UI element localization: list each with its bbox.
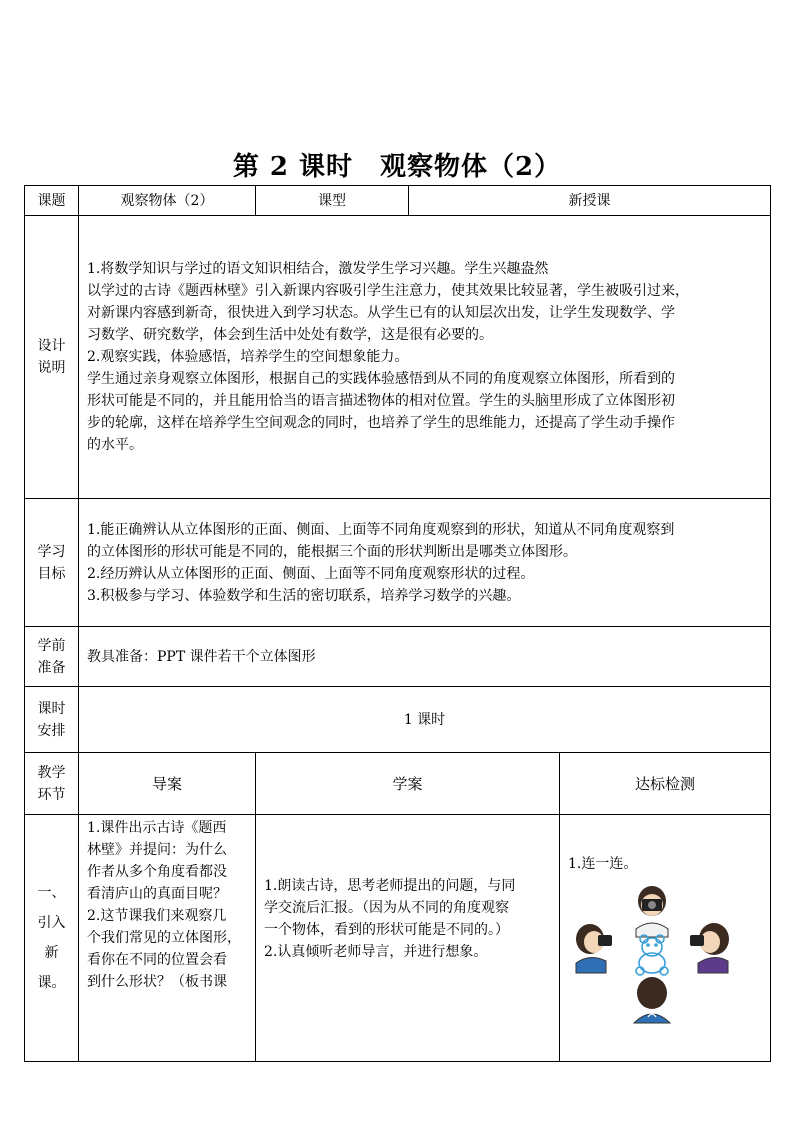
type-label: 课型 — [256, 186, 409, 216]
time-row — [25, 687, 771, 753]
design-row — [25, 216, 771, 499]
guide-line: 个我们常见的立体图形， — [87, 930, 241, 946]
design-line: 学生通过亲身观察立体图形，根据自己的实践体验感悟到从不同的角度观察立体图形，所看到的 — [87, 371, 675, 387]
intro-guide — [79, 815, 256, 1062]
guide-header: 导案 — [79, 753, 256, 815]
observe-bear-illustration — [566, 877, 738, 1027]
intro-row — [25, 815, 771, 1062]
prep-label: 学前 准备 — [25, 627, 79, 687]
page-title: 第 2 课时 观察物体（2） — [232, 152, 562, 182]
topic-row — [25, 186, 771, 216]
intro-label: 一、 引入 新课。 — [25, 815, 79, 1062]
time-label: 课时 安排 — [25, 687, 79, 753]
design-content — [79, 216, 771, 499]
guide-line: 2.这节课我们来观察几 — [87, 908, 227, 924]
goal-label: 学习 目标 — [25, 499, 79, 627]
goal-row — [25, 499, 771, 627]
goal-line: 2.经历辨认从立体图形的正面、侧面、上面等不同角度观察形状的过程。 — [87, 565, 535, 582]
lesson-plan-table — [24, 185, 771, 1062]
child-bottom-icon — [634, 977, 670, 1023]
design-line: 1.将数学知识与学过的语文知识相结合，激发学生学习兴趣。学生兴趣盎然 — [87, 261, 549, 277]
design-line: 习数学、研究数学，体会到生活中处处有数学，这是很有必要的。 — [87, 327, 493, 343]
prep-row — [25, 627, 771, 687]
phase-header-row — [25, 753, 771, 815]
time-content: 1 课时 — [79, 687, 771, 753]
guide-line: 作者从多个角度看都没 — [87, 864, 227, 880]
check-header: 达标检测 — [560, 753, 771, 815]
design-line: 2.观察实践，体验感悟，培养学生的空间想象能力。 — [87, 349, 409, 365]
bear-icon — [636, 935, 668, 975]
goal-line: 的立体图形的形状可能是不同的，能根据三个面的形状判断出是哪类立体图形。 — [87, 543, 577, 560]
check-title: 1.连一连。 — [568, 856, 638, 872]
guide-line: 到什么形状？（板书课 — [87, 974, 227, 990]
guide-line: 林壁》并提问：为什么 — [87, 842, 227, 858]
design-line: 形状可能是不同的，并且能用恰当的语言描述物体的相对位置。学生的头脑里形成了立体图形初 — [87, 393, 675, 409]
phase-label: 教学 环节 — [25, 753, 79, 815]
intro-study — [256, 815, 560, 1062]
goal-line: 1.能正确辨认从立体图形的正面、侧面、上面等不同角度观察到的形状，知道从不同角度观察到 — [87, 521, 675, 538]
topic-label: 课题 — [25, 186, 79, 216]
study-line: 一个物体，看到的形状可能是不同的。） — [264, 922, 509, 938]
child-left-icon — [576, 924, 612, 973]
guide-line: 看你在不同的位置会看 — [87, 952, 227, 968]
topic-value: 观察物体（2） — [79, 186, 256, 216]
goal-line: 3.积极参与学习、体验数学和生活的密切联系，培养学习数学的兴趣。 — [87, 587, 521, 604]
study-line: 2.认真倾听老师导言，并进行想象。 — [264, 944, 488, 960]
design-line: 对新课内容感到新奇，很快进入到学习状态。从学生已有的认知层次出发，让学生发现数学、学 — [87, 305, 675, 321]
guide-line: 1.课件出示古诗《题西 — [87, 820, 227, 836]
child-top-icon — [636, 886, 668, 937]
prep-content: 教具准备：PPT 课件若干个立体图形 — [79, 627, 771, 687]
study-line: 1.朗读古诗，思考老师提出的问题，与同 — [264, 878, 516, 894]
guide-line: 看清庐山的真面目呢？ — [87, 886, 227, 902]
design-line: 步的轮廓，这样在培养学生空间观念的同时，也培养了学生的思维能力，还提高了学生动手操作 — [87, 415, 675, 431]
design-line: 以学过的古诗《题西林壁》引入新课内容吸引学生注意力，使其效果比较显著，学生被吸引过来， — [87, 283, 689, 299]
goal-content — [79, 499, 771, 627]
design-label: 设计 说明 — [25, 216, 79, 499]
design-line: 的水平。 — [87, 437, 143, 453]
study-line: 学交流后汇报。（因为从不同的角度观察 — [264, 900, 509, 916]
study-header: 学案 — [256, 753, 560, 815]
type-value: 新授课 — [409, 186, 771, 216]
child-right-icon — [690, 923, 729, 973]
intro-check — [560, 815, 771, 1062]
